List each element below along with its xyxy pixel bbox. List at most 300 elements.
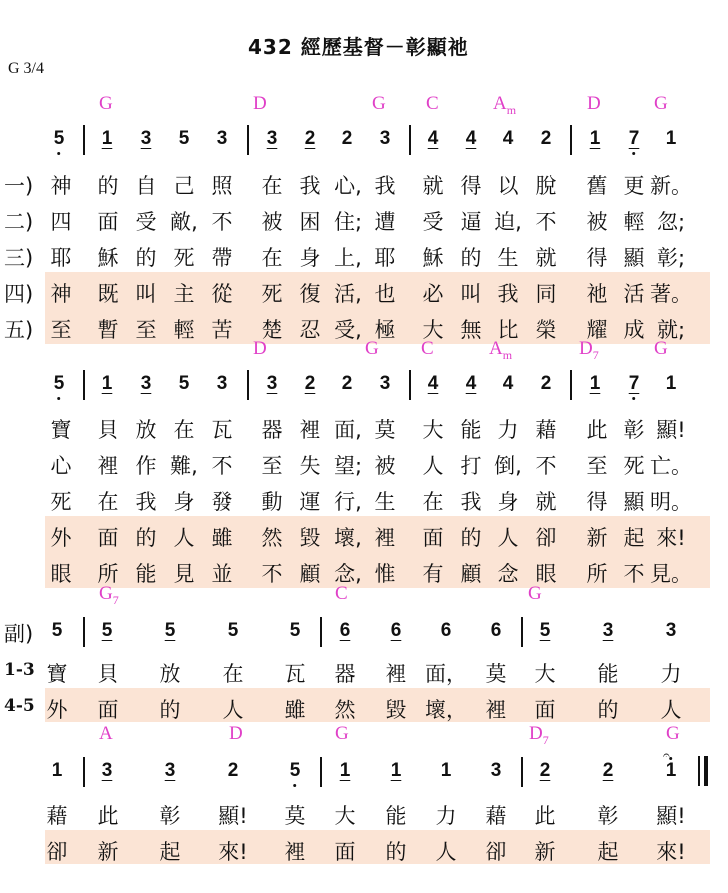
lyric-syllable: 被 — [586, 210, 608, 234]
lyric-syllable: 得 — [460, 174, 482, 198]
lyric-syllable: 藉 — [485, 804, 507, 828]
lyric-syllable: 就 — [422, 174, 444, 198]
lyric-syllable: 死 — [623, 454, 645, 478]
lyric-syllable: 裡 — [374, 526, 396, 550]
lyric-syllable: 主 — [173, 282, 195, 306]
note: 2 — [602, 760, 614, 781]
lyric-syllable: 困 — [299, 210, 321, 234]
lyric-syllable: 不 — [211, 454, 233, 478]
note: 2 — [540, 128, 552, 149]
note: 5 — [51, 620, 63, 641]
bar-line — [521, 617, 523, 647]
note: 5 — [289, 620, 301, 641]
lyric-syllable: 遭 — [374, 210, 396, 234]
note: 4 — [465, 128, 477, 149]
lyric-syllable: 面， — [425, 662, 467, 686]
lyric-syllable: 裡 — [97, 454, 119, 478]
lyric-syllable: 面 — [334, 840, 356, 864]
note: 5 — [53, 373, 65, 394]
note: 4 — [502, 128, 514, 149]
lyric-syllable: 貝 — [97, 418, 119, 442]
fermata-icon: 𝄐 — [663, 748, 670, 762]
lyric-syllable: 新。 — [650, 174, 692, 198]
lyric-syllable: 極 — [374, 318, 396, 342]
lyric-syllable: 死 — [261, 282, 283, 306]
lyric-syllable: 寶 — [50, 418, 72, 442]
note: 2 — [227, 760, 239, 781]
lyric-syllable: 莫 — [485, 662, 507, 686]
lyric-syllable: 然 — [261, 526, 283, 550]
bar-line — [521, 757, 523, 787]
lyric-syllable: 器 — [334, 662, 356, 686]
lyric-syllable: 人 — [173, 526, 195, 550]
chord-symbol: A — [99, 723, 113, 744]
note: 2 — [341, 128, 353, 149]
lyric-syllable: 不 — [535, 454, 557, 478]
note: 3 — [266, 373, 278, 394]
bar-line — [247, 125, 249, 155]
lyric-syllable: 受 — [135, 210, 157, 234]
chord-symbol: D — [253, 93, 267, 114]
note: 6 — [339, 620, 351, 641]
note: 6 — [440, 620, 452, 641]
note: 1 — [51, 760, 63, 781]
lyric-syllable: 念 — [497, 562, 519, 586]
note: 5 — [164, 620, 176, 641]
lyric-syllable: 在 — [222, 662, 244, 686]
lyric-syllable: 不 — [211, 210, 233, 234]
lyric-syllable: 發 — [211, 490, 233, 514]
note: 4 — [502, 373, 514, 394]
note: 1 — [390, 760, 402, 781]
note: 5 — [101, 620, 113, 641]
note: 3 — [266, 128, 278, 149]
lyric-syllable: 卻 — [46, 840, 68, 864]
lyric-syllable: 行, — [334, 490, 362, 514]
chorus-label: 副) — [4, 622, 34, 646]
lyric-syllable: 榮 — [535, 318, 557, 342]
lyric-syllable: 忽; — [656, 210, 686, 234]
lyric-syllable: 不 — [623, 562, 645, 586]
note: 3 — [379, 373, 391, 394]
chord-symbol: G — [528, 583, 542, 604]
lyric-syllable: 能 — [385, 804, 407, 828]
note: 2 — [341, 373, 353, 394]
lyric-syllable: 新 — [586, 526, 608, 550]
lyric-syllable: 所 — [586, 562, 608, 586]
chord-symbol: G — [99, 93, 113, 114]
lyric-syllable: 以 — [497, 174, 519, 198]
lyric-syllable: 死 — [173, 246, 195, 270]
lyric-syllable: 面 — [97, 210, 119, 234]
lyric-syllable: 從 — [211, 282, 233, 306]
lyric-syllable: 望; — [333, 454, 363, 478]
lyric-syllable: 叫 — [460, 282, 482, 306]
lyric-syllable: 彰 — [159, 804, 181, 828]
verse-number: 五) — [4, 318, 34, 342]
lyric-syllable: 雖 — [284, 698, 306, 722]
lyric-syllable: 人 — [497, 526, 519, 550]
lyric-syllable: 穌 — [97, 246, 119, 270]
note: 5 — [53, 128, 65, 149]
lyric-syllable: 生 — [374, 490, 396, 514]
lyric-syllable: 叫 — [135, 282, 157, 306]
lyric-syllable: 被 — [374, 454, 396, 478]
lyric-syllable: 瓦 — [211, 418, 233, 442]
lyric-syllable: 大 — [422, 318, 444, 342]
lyric-syllable: 藉 — [46, 804, 68, 828]
note: 5 — [178, 373, 190, 394]
lyric-syllable: 莫 — [284, 804, 306, 828]
chord-symbol: $A_m$ — [489, 338, 513, 362]
bar-line — [83, 125, 85, 155]
lyric-syllable: 我 — [460, 490, 482, 514]
lyric-syllable: 迫, — [494, 210, 522, 234]
lyric-syllable: 得 — [586, 246, 608, 270]
note: 7 — [628, 373, 640, 394]
lyric-syllable: 起 — [597, 840, 619, 864]
lyric-syllable: 裡 — [299, 418, 321, 442]
bar-line — [570, 370, 572, 400]
lyric-syllable: 照 — [211, 174, 233, 198]
lyric-syllable: 大 — [422, 418, 444, 442]
note: 4 — [465, 373, 477, 394]
lyric-syllable: 耀 — [586, 318, 608, 342]
lyric-syllable: 作 — [135, 454, 157, 478]
lyric-syllable: 復 — [299, 282, 321, 306]
lyric-syllable: 然 — [334, 698, 356, 722]
lyric-syllable: 住; — [333, 210, 363, 234]
lyric-syllable: 也 — [374, 282, 396, 306]
lyric-syllable: 上, — [334, 246, 362, 270]
lyric-syllable: 在 — [97, 490, 119, 514]
lyric-syllable: 裡 — [385, 662, 407, 686]
lyric-syllable: 來! — [218, 840, 248, 864]
lyric-syllable: 放 — [135, 418, 157, 442]
lyric-syllable: 念, — [334, 562, 362, 586]
lyric-syllable: 面 — [422, 526, 444, 550]
lyric-syllable: 壞， — [425, 698, 467, 722]
lyric-syllable: 不 — [535, 210, 557, 234]
lyric-syllable: 此 — [534, 804, 556, 828]
lyric-syllable: 既 — [97, 282, 119, 306]
lyric-syllable: 在 — [173, 418, 195, 442]
lyric-syllable: 穌 — [422, 246, 444, 270]
lyric-syllable: 受, — [334, 318, 362, 342]
lyric-syllable: 見 — [173, 562, 195, 586]
lyric-syllable: 顯 — [623, 490, 645, 514]
lyric-syllable: 不 — [261, 562, 283, 586]
lyric-syllable: 身 — [173, 490, 195, 514]
lyric-syllable: 裡 — [284, 840, 306, 864]
note: 1 — [339, 760, 351, 781]
note: 3 — [379, 128, 391, 149]
note: 5 — [178, 128, 190, 149]
chord-symbol: $G_7$ — [99, 583, 119, 607]
lyric-syllable: 力 — [660, 662, 682, 686]
chorus-verse-label: 4-5 — [4, 696, 35, 716]
lyric-syllable: 來! — [656, 526, 686, 550]
lyric-syllable: 亡。 — [650, 454, 692, 478]
chord-symbol: D — [229, 723, 243, 744]
note: 4 — [427, 373, 439, 394]
lyric-syllable: 無 — [460, 318, 482, 342]
verse-number: 一) — [4, 174, 34, 198]
lyric-syllable: 活 — [623, 282, 645, 306]
lyric-syllable: 新 — [534, 840, 556, 864]
lyric-syllable: 起 — [623, 526, 645, 550]
lyric-syllable: 能 — [460, 418, 482, 442]
lyric-syllable: 此 — [97, 804, 119, 828]
lyric-syllable: 己 — [173, 174, 195, 198]
note: 1 — [665, 373, 677, 394]
final-barline-thin — [698, 756, 700, 786]
note: 2 — [304, 373, 316, 394]
note: 3 — [140, 128, 152, 149]
lyric-syllable: 人 — [435, 840, 457, 864]
lyric-syllable: 外 — [46, 698, 68, 722]
lyric-syllable: 莫 — [374, 418, 396, 442]
lyric-syllable: 見。 — [650, 562, 692, 586]
lyric-syllable: 神 — [50, 282, 72, 306]
lyric-syllable: 放 — [159, 662, 181, 686]
lyric-syllable: 舊 — [586, 174, 608, 198]
lyric-syllable: 就; — [656, 318, 686, 342]
lyric-syllable: 打 — [460, 454, 482, 478]
lyric-syllable: 我 — [497, 282, 519, 306]
note: 4 — [427, 128, 439, 149]
lyric-syllable: 顯! — [656, 418, 686, 442]
lyric-syllable: 有 — [422, 562, 444, 586]
lyric-syllable: 在 — [422, 490, 444, 514]
bar-line — [83, 757, 85, 787]
lyric-syllable: 至 — [50, 318, 72, 342]
lyric-syllable: 寶 — [46, 662, 68, 686]
note: 6 — [490, 620, 502, 641]
lyric-syllable: 惟 — [374, 562, 396, 586]
lyric-syllable: 我 — [374, 174, 396, 198]
lyric-syllable: 的 — [385, 840, 407, 864]
lyric-syllable: 必 — [422, 282, 444, 306]
lyric-syllable: 此 — [586, 418, 608, 442]
chorus-verse-label: 1-3 — [4, 660, 35, 680]
lyric-syllable: 成 — [623, 318, 645, 342]
lyric-syllable: 神 — [50, 174, 72, 198]
lyric-syllable: 就 — [535, 490, 557, 514]
lyric-syllable: 毀 — [299, 526, 321, 550]
lyric-syllable: 著。 — [650, 282, 692, 306]
lyric-syllable: 祂 — [586, 282, 608, 306]
chord-symbol: G — [372, 93, 386, 114]
lyric-syllable: 在 — [261, 246, 283, 270]
lyric-syllable: 起 — [159, 840, 181, 864]
chord-symbol: $A_m$ — [493, 93, 517, 117]
lyric-syllable: 心 — [50, 454, 72, 478]
lyric-syllable: 能 — [597, 662, 619, 686]
lyric-syllable: 生 — [497, 246, 519, 270]
lyric-syllable: 顯! — [218, 804, 248, 828]
lyric-syllable: 楚 — [261, 318, 283, 342]
lyric-syllable: 面 — [97, 698, 119, 722]
lyric-syllable: 的 — [460, 526, 482, 550]
lyric-syllable: 難, — [170, 454, 198, 478]
chord-symbol: $D_7$ — [579, 338, 599, 362]
lyric-syllable: 就 — [535, 246, 557, 270]
lyric-syllable: 倒, — [494, 454, 522, 478]
note: 3 — [101, 760, 113, 781]
lyric-syllable: 身 — [299, 246, 321, 270]
bar-line — [409, 125, 411, 155]
lyric-syllable: 更 — [623, 174, 645, 198]
lyric-syllable: 毀 — [385, 698, 407, 722]
note: 5 — [539, 620, 551, 641]
bar-line — [320, 617, 322, 647]
lyric-syllable: 大 — [334, 804, 356, 828]
note: 2 — [540, 373, 552, 394]
lyric-syllable: 我 — [135, 490, 157, 514]
lyric-syllable: 人 — [660, 698, 682, 722]
lyric-syllable: 眼 — [50, 562, 72, 586]
lyric-syllable: 四 — [50, 210, 72, 234]
note: 1 — [665, 128, 677, 149]
lyric-syllable: 暫 — [97, 318, 119, 342]
lyric-syllable: 至 — [586, 454, 608, 478]
lyric-syllable: 人 — [422, 454, 444, 478]
lyric-syllable: 外 — [50, 526, 72, 550]
note: 5 — [289, 760, 301, 781]
verse-number: 三) — [4, 246, 34, 270]
lyric-syllable: 顧 — [299, 562, 321, 586]
chord-symbol: C — [426, 93, 439, 114]
lyric-syllable: 貝 — [97, 662, 119, 686]
note: 3 — [164, 760, 176, 781]
lyric-syllable: 所 — [97, 562, 119, 586]
lyric-syllable: 裡 — [485, 698, 507, 722]
lyric-syllable: 比 — [497, 318, 519, 342]
lyric-syllable: 眼 — [535, 562, 557, 586]
lyric-syllable: 忍 — [299, 318, 321, 342]
bar-line — [570, 125, 572, 155]
lyric-syllable: 力 — [497, 418, 519, 442]
chord-symbol: D — [253, 338, 267, 359]
lyric-syllable: 的 — [135, 526, 157, 550]
note: 2 — [539, 760, 551, 781]
lyric-syllable: 至 — [135, 318, 157, 342]
lyric-syllable: 卻 — [535, 526, 557, 550]
note: 2 — [304, 128, 316, 149]
lyric-syllable: 大 — [534, 662, 556, 686]
note: 3 — [602, 620, 614, 641]
lyric-syllable: 的 — [97, 174, 119, 198]
key-signature: G 3/4 — [8, 60, 44, 77]
note: 3 — [490, 760, 502, 781]
lyric-syllable: 活, — [334, 282, 362, 306]
verse-number: 二) — [4, 210, 34, 234]
bar-line — [320, 757, 322, 787]
lyric-syllable: 動 — [261, 490, 283, 514]
lyric-syllable: 受 — [422, 210, 444, 234]
lyric-syllable: 的 — [597, 698, 619, 722]
chord-symbol: G — [654, 93, 668, 114]
chord-symbol: D — [587, 93, 601, 114]
lyric-syllable: 耶 — [374, 246, 396, 270]
lyric-syllable: 彰; — [656, 246, 686, 270]
lyric-syllable: 顯 — [623, 246, 645, 270]
lyric-syllable: 至 — [261, 454, 283, 478]
lyric-syllable: 脫 — [535, 174, 557, 198]
lyric-syllable: 卻 — [485, 840, 507, 864]
chord-symbol: G — [654, 338, 668, 359]
chord-symbol: G — [365, 338, 379, 359]
final-barline-thick — [704, 756, 708, 786]
lyric-syllable: 顧 — [460, 562, 482, 586]
lyric-syllable: 人 — [222, 698, 244, 722]
lyric-syllable: 死 — [50, 490, 72, 514]
lyric-syllable: 的 — [159, 698, 181, 722]
chord-symbol: C — [421, 338, 434, 359]
lyric-syllable: 心, — [334, 174, 362, 198]
lyric-syllable: 帶 — [211, 246, 233, 270]
lyric-syllable: 並 — [211, 562, 233, 586]
lyric-syllable: 敵, — [170, 210, 198, 234]
chord-symbol: G — [666, 723, 680, 744]
hymn-title: 432 經歷基督－彰顯祂 — [248, 35, 469, 59]
lyric-syllable: 面 — [97, 526, 119, 550]
bar-line — [247, 370, 249, 400]
note: 3 — [665, 620, 677, 641]
lyric-syllable: 被 — [261, 210, 283, 234]
lyric-syllable: 同 — [535, 282, 557, 306]
lyric-syllable: 面, — [334, 418, 362, 442]
lyric-syllable: 顯! — [656, 804, 686, 828]
note: 1 — [101, 373, 113, 394]
lyric-syllable: 逼 — [460, 210, 482, 234]
bar-line — [83, 370, 85, 400]
lyric-syllable: 彰 — [597, 804, 619, 828]
lyric-syllable: 器 — [261, 418, 283, 442]
lyric-syllable: 輕 — [173, 318, 195, 342]
lyric-syllable: 的 — [135, 246, 157, 270]
lyric-syllable: 雖 — [211, 526, 233, 550]
note: 1 — [440, 760, 452, 781]
lyric-syllable: 失 — [299, 454, 321, 478]
note: 3 — [216, 373, 228, 394]
chord-symbol: C — [335, 583, 348, 604]
note: 1 — [101, 128, 113, 149]
note: 3 — [140, 373, 152, 394]
bar-line — [83, 617, 85, 647]
lyric-syllable: 身 — [497, 490, 519, 514]
lyric-syllable: 苦 — [211, 318, 233, 342]
lyric-syllable: 的 — [460, 246, 482, 270]
note: 1 — [589, 373, 601, 394]
chord-symbol: G — [335, 723, 349, 744]
lyric-syllable: 面 — [534, 698, 556, 722]
lyric-syllable: 自 — [135, 174, 157, 198]
lyric-syllable: 耶 — [50, 246, 72, 270]
lyric-syllable: 輕 — [623, 210, 645, 234]
note: 7 — [628, 128, 640, 149]
lyric-syllable: 來! — [656, 840, 686, 864]
note: 1 — [665, 760, 677, 781]
lyric-syllable: 力 — [435, 804, 457, 828]
bar-line — [409, 370, 411, 400]
lyric-syllable: 運 — [299, 490, 321, 514]
lyric-syllable: 我 — [299, 174, 321, 198]
note: 5 — [227, 620, 239, 641]
lyric-syllable: 彰 — [623, 418, 645, 442]
note: 6 — [390, 620, 402, 641]
